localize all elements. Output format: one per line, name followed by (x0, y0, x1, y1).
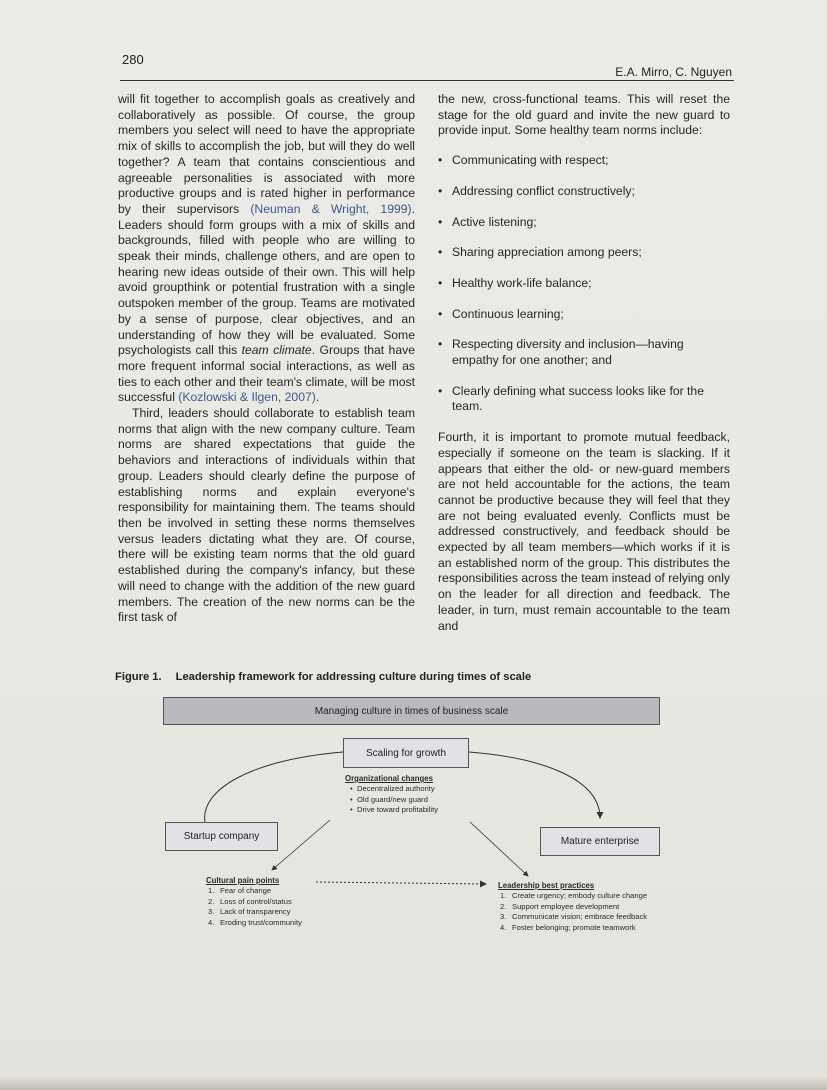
organizational-changes (345, 774, 475, 816)
running-head-authors: E.A. Mirro, C. Nguyen (615, 65, 732, 79)
citation-kozlowski-ilgen[interactable]: (Kozlowski & Ilgen, 2007) (178, 390, 316, 405)
diag-line-right (470, 822, 528, 876)
list-item: 4. Eroding trust/community (208, 917, 302, 927)
citation-neuman-wright[interactable]: (Neuman & Wright, 1999) (250, 201, 412, 216)
list-item: 2. Loss of control/status (208, 896, 292, 906)
page-bottom-shadow (0, 1076, 827, 1090)
arc-scaling-to-mature (469, 752, 600, 818)
paragraph-new-teams: the new, cross-functional teams. This will reset the stage for the old guard and invite the new guard to provide input. Some healthy team norms include: (438, 92, 730, 138)
team-norms-list (438, 153, 730, 415)
box-startup-company: Startup company (165, 822, 278, 851)
paragraph-team-norms: Third, leaders should collaborate to establish team norms that align with the new company culture. Team norms are shared expectations that guide the behaviors and interactions of individuals within that group. Leaders should clearly define the purpose of establishing norms and explain everyone's responsibility for maintaining them. The teams should then be involved in setting these norms themselves versus leaders dictating what they are. Of course, there will be existing team norms that the old guard established during the company's infancy, but these will need to change with the addition of the new guard members. The creation of the new norms can be the first task of (118, 406, 415, 625)
list-item: • Active listening; (438, 215, 730, 231)
page-number: 280 (122, 52, 144, 67)
list-item: 2. Support employee development (500, 901, 620, 911)
term-team-climate: team climate (241, 343, 312, 358)
list-item: • Healthy work-life balance; (438, 276, 730, 292)
list-item: • Addressing conflict constructively; (438, 184, 730, 200)
arc-startup-to-scaling (205, 752, 343, 822)
list-item: • Decentralized authority (345, 784, 475, 794)
list-item: • Old guard/new guard (345, 795, 475, 805)
header-rule (120, 80, 734, 81)
leadership-best-practices (498, 881, 658, 933)
best-practices-title: Leadership best practices (498, 881, 595, 890)
list-item: 3. Communicate vision; embrace feedback (500, 912, 648, 922)
figure-label: Figure 1. (115, 671, 162, 683)
paragraph-mutual-feedback: Fourth, it is important to promote mutual feedback, especially if someone on the team is slacking. If it appears that either the old- or new-guard members are not held accountable for the actions, the team cannot be productive because they will feel that they are not being evaluated evenly. Conflicts must be addressed constructively, and feedback should be expected by all team members—which works if it is an established norm of the group. This distributes the responsibilities across the team instead of relying only on the leader for all direction and feedback. The leader, in turn, must remain accountable to the team and (438, 430, 730, 633)
list-item: • Clearly defining what success looks like for the team. (438, 384, 730, 415)
box-scaling-for-growth: Scaling for growth (343, 738, 469, 768)
cultural-pain-points (206, 876, 346, 928)
pain-points-title: Cultural pain points (206, 876, 280, 885)
list-item: 3. Lack of transparency (208, 907, 291, 917)
figure-title: Leadership framework for addressing culture during times of scale (175, 671, 532, 683)
org-changes-title: Organizational changes (345, 774, 433, 783)
list-item: • Respecting diversity and inclusion—having empathy for one another; and (438, 337, 730, 368)
list-item: • Sharing appreciation among peers; (438, 245, 730, 261)
list-item: 1. Create urgency; embody culture change (500, 891, 648, 901)
left-column (118, 92, 415, 626)
paragraph-team-composition: will fit together to accomplish goals as creatively and collaboratively as possible. Of course, the group members you select will need to have the appropriate mix of skills to accomplish the job, but will they do well together? A team that contains conscientious and agreeable personalities is associated with more productive groups and is rated higher in performance by their supervisors (Neuman & Wright, 1999). Leaders should form groups with a mix of skills and backgrounds, filled with people who are willing to speak their minds, challenge others, and are open to hearing new ideas outside of their own. This will help avoid groupthink or potential frustration with a single outspoken member of the group. Teams are motivated by a sense of purpose, clear objectives, and an understanding of how they will be evaluated. Some psychologists call this team climate. Groups that have more frequent informal social interactions, as well as ties to each other and their team's climate, will be most successful (Kozlowski & Ilgen, 2007). (118, 92, 415, 405)
figure-caption (115, 671, 531, 683)
list-item: • Drive toward profitability (345, 805, 475, 815)
box-mature-enterprise: Mature enterprise (540, 827, 660, 856)
list-item: 4. Foster belonging; promote teamwork (500, 922, 636, 932)
right-column (438, 92, 730, 634)
diagram-banner: Managing culture in times of business scale (163, 697, 660, 725)
list-item: 1. Fear of change (208, 886, 272, 896)
list-item: • Continuous learning; (438, 307, 730, 323)
list-item: • Communicating with respect; (438, 153, 730, 169)
diag-line-left (272, 820, 330, 870)
